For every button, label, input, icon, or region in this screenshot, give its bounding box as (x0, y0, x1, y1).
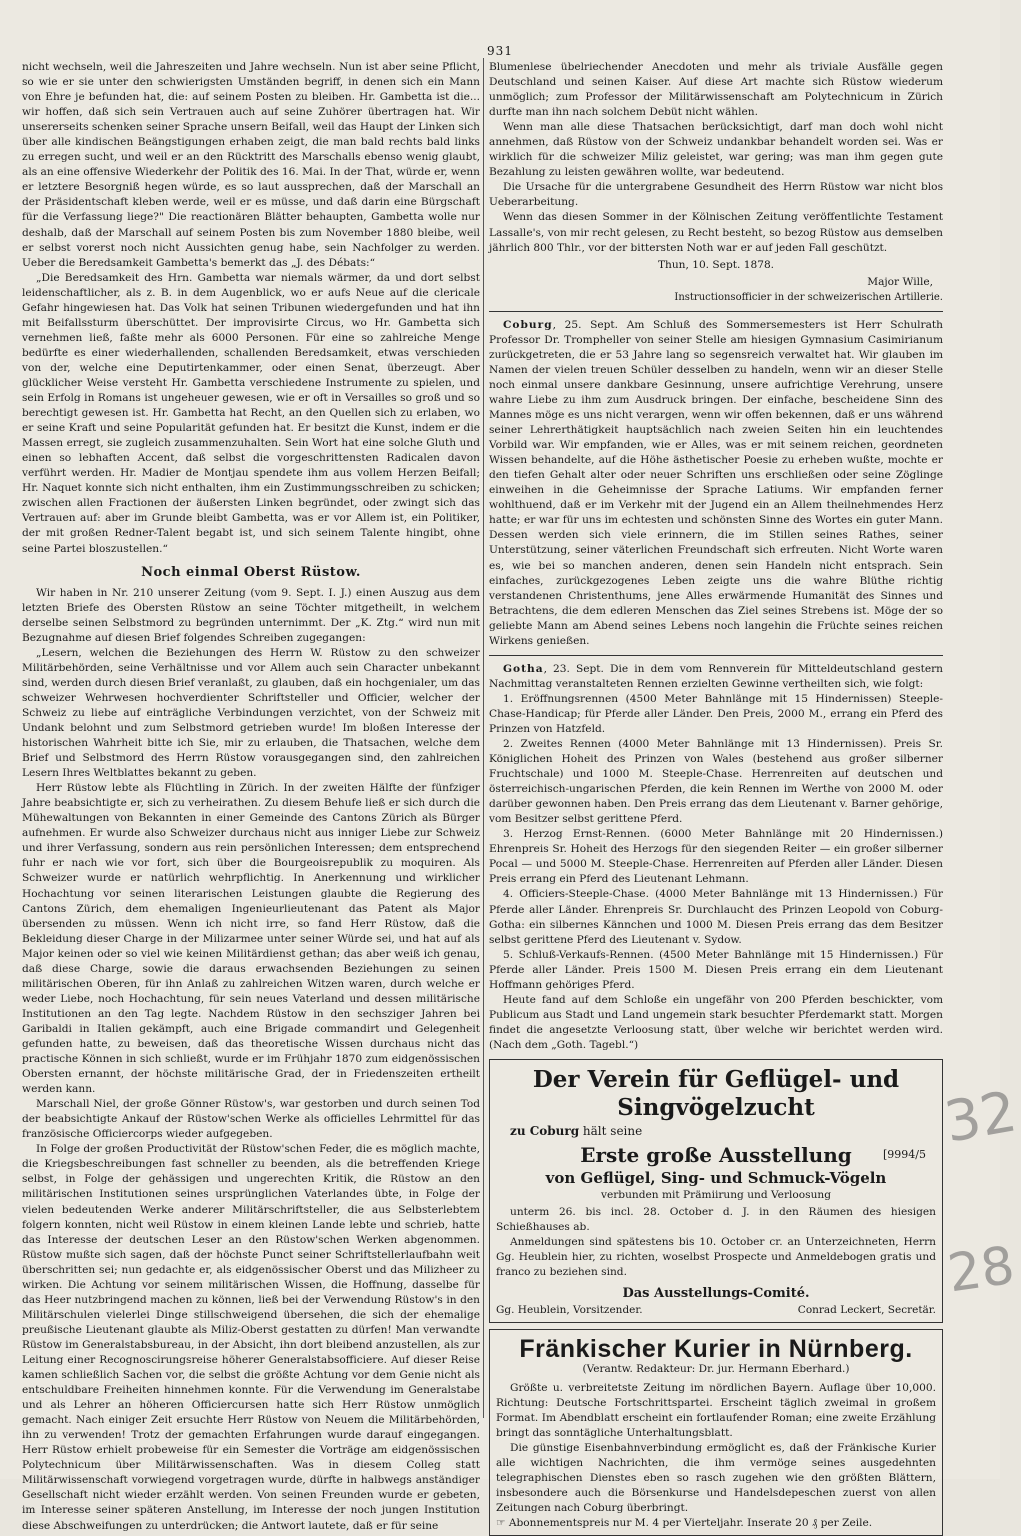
ad-text: ☞ Abonnementspreis nur M. 4 per Vierteljahr. Inserate 20 ₰ per Zeile. (496, 1516, 873, 1529)
article-paragraph: Die Ursache für die untergrabene Gesundheit des Herrn Rüstow war nicht blos Ueberarbeitung. (489, 181, 943, 209)
article-paragraph: In Folge der großen Productivität der Rüstow'schen Feder, die es möglich machte, die Kriegsbeschreibungen fast schneller zu beenden, als die betreffenden Kriege selbst, in Folge der gehässigen und ungerechten Kritik, die Rüstow an den militärischen Institutionen seines ursprünglichen Vaterlandes übte, in Folge der vielen bedeutenden Werke anderer Militärschriftsteller, die aus Selbsterlebtem folgern konnten, nicht weil Rüstow in einem kleinen Lande lebte und schrieb, hatte das Interesse der deutschen Leser an den Rüstow'schen Werken abgenommen. Rüstow mußte sich sagen, daß der höchste Punct seiner Schriftstellerlaufbahn weit überschritten sei; nun gedachte er, als eidgenössischer Oberst und das Milizheer zu wirken. Die Achtung vor seinem militärischen Wissen, die Hoffnung, dasselbe für das Heer nutzbringend machen zu können, ließ bei der Verwendung Rüstow's in den Militärschulen vielerlei Dinge stillschweigend übersehen, die sich der ehemalige preußische Lieutenant glaubte als Miliz-Oberst gestatten zu dürfen! Man verwandte Rüstow im Generalstabsbureau, in der Absicht, ihn dort bleibend anzustellen, als zur Leitung einer Recognoscirungsreise höherer Generalstabsofficiere. Auf dieser Reise kamen schließlich Sachen vor, die selbst die größte Achtung vor dem Genie nicht als entschuldbare Freiheiten hinnehmen konnte. Für die Verwendung im Generalstabe und als Lehrer an höheren Officiercursen hatte sich Herr Rüstow unmöglich gemacht. Nach einiger Zeit ersuchte Herr Rüstow von Neuem die Militärbehörden, ihn zu verwenden! Trotz der gemachten Erfahrungen wurde darauf eingegangen. Herr Rüstow erhielt probeweise für ein Semester die Vorträge am eidgenössischen Polytechnicum über Militärwissenschaften. Was in diesem Colleg statt Militärwissenschaft vorwiegend vorgetragen wurde, dürfte in halbwegs anständiger Gesellschaft nicht wieder erzählt werden. Von seinen Freunden wurde er gebeten, im Interesse seiner späteren Anstellung, im Interesse der noch jungen Institution diese Abschweifungen zu unterdrücken; die Antwort lautete, daß er für seine (22, 1143, 480, 1532)
letter-signature: Major Wille, (867, 275, 933, 288)
ad-subtitle (496, 1124, 936, 1139)
ad-text: Die günstige Eisenbahnverbindung ermöglicht es, daß der Fränkische Kurier alle wichtigen Nachrichten, die ihm vermöge seines ausgedehnten telegraphischen Dienstes eben so rasch zugehen wie den größten Blättern, insbesondere auch die Börsenkurse und Handelsdepeschen zuerst von allen Zeitungen nach Coburg überbringt. (496, 1441, 936, 1514)
ad-committee: Das Ausstellungs-Comité. (622, 1286, 810, 1302)
ad-code: [9994/5 (883, 1148, 926, 1162)
page-number: 931 (487, 44, 513, 58)
letter-date: Thun, 10. Sept. 1878. (657, 258, 775, 271)
article-paragraph: Wenn man alle diese Thatsachen berücksichtigt, darf man doch wohl nicht annehmen, daß Rüstow von der Schweiz undankbar behandelt worden sei. Was er wirklich für die schweizer Miliz geleistet, war gering; was man ihm gegen gute Bezahlung zu leisten gewähren wollte, war bedeutend. (489, 121, 943, 179)
race-item: 5. Schluß-Verkaufs-Rennen. (4500 Meter Bahnlänge mit 15 Hindernissen.) Für Pferde aller Länder. Preis 1500 M. Diesen Preis errang ein dem Lieutenant Hoffmann gehöriges Pferd. (489, 948, 943, 991)
coburg-report (489, 318, 943, 649)
ad-names (496, 1303, 936, 1318)
left-column (22, 60, 480, 1532)
article-paragraph: „Lesern, welchen die Beziehungen des Herrn W. Rüstow zu den schweizer Militärbehörden, seine Verhältnisse und vor Allem auch sein Character unbekannt sind, werden durch diesen Brief veranlaßt, zu glauben, daß ein hochgenialer, um das schweizer Wehrwesen hochverdienter Schriftsteller und Officier, welcher der Schweiz zu liebe auf einträgliche Verbindungen verzichtet, von der Schweiz mit Undank belohnt und zum Selbstmord getrieben wurde! Im bloßen Interesse der historischen Wahrheit bitte ich Sie, mir zu erlauben, die Thatsachen, welche dem Brief und Selbstmord des Herrn Rüstow vorausgegangen sind, den zahlreichen Lesern Ihres Weltblattes bekannt zu geben. (22, 646, 480, 780)
right-column (489, 60, 943, 1529)
ad-line: von Geflügel, Sing- und Schmuck-Vögeln (545, 1169, 887, 1188)
ad-subtitle-suffix: hält seine (579, 1124, 643, 1138)
separator-line (489, 311, 943, 312)
ad-text: Anmeldungen sind spätestens bis 10. October cr. an Unterzeichneten, Herrn Gg. Heublein hier, zu richten, woselbst Prospecte und Anmeldebogen gratis und franco zu beziehen sind. (496, 1236, 936, 1279)
ad-title: Der Verein für Geflügel- und Singvögelzucht (532, 1066, 900, 1121)
dateline: Gotha (503, 662, 544, 675)
ad-main-row (496, 1143, 936, 1167)
report-text: , 25. Sept. Am Schluß des Sommersemesters ist Herr Schulrath Professor Dr. Trompheller von seiner Stelle am hiesigen Gymnasium Casimirianum zurückgetreten, die er 53 Jahre lang so segensreich verwaltet hat. Wir glauben im Namen der vielen treuen Schüler desselben zu handeln, wenn wir an dieser Stelle noch einmal unsere dankbare Gesinnung, unsere aufrichtige Verehrung, unsere wahre Liebe zu ihm zum Ausdruck bringen. Der einfache, bescheidene Sinn des Mannes möge es uns nicht verargen, wenn wir offen bekennen, daß er uns während seiner Lehrerthätigkeit hauptsächlich nach zweien Seiten hin ein leuchtendes Vorbild war. Wir empfanden, wie er Alles, was er mit seinem reichen, geordneten Wissen behandelte, auf die Höhe ästhetischer Poesie zu erheben wußte, mochte er den tiefen Gehalt alter oder neuer Schriften uns erschließen oder seine Zöglinge einweihen in die Geheimnisse der Sprache Latiums. Wir empfanden ferner wohlthuend, daß er im Verkehr mit der Jugend ein an Allem theilnehmendes Herz hatte; er war für uns im echtesten und schönsten Sinne des Wortes ein guter Mann. Dessen werden sich viele erinnern, die im Stillen seines Rathes, seiner Unterstützung, seiner väterlichen Freundschaft sich erfreuten. Nicht Worte waren es, wie bei so manchen anderen, denen sein Handeln nicht entsprach. Sein einfaches, zurückgezogenes Leben zeigte uns die wahre Blüthe richtig verstandenen Christenthums, jene Alles erwärmende Humanität des Sinnes und Betrachtens, die dem edleren Menschen das Ziel seines Strebens ist. Möge der so geliebte Mann am Abend seines Lebens noch langehin die Früchte seines reichen Wirkens genießen. (489, 318, 943, 647)
ad-line: verbunden mit Prämiirung und Verloosung (600, 1189, 832, 1202)
race-results (489, 692, 943, 1053)
article-paragraph: Wenn das diesen Sommer in der Kölnischen Zeitung veröffentlichte Testament Lassalle's, von mir recht gelesen, zu Recht besteht, so bezog Rüstow aus demselben jährlich 800 Thlr., vor der bittersten Noth war er auf jeden Fall geschützt. (489, 211, 943, 254)
ad-text: unterm 26. bis incl. 28. October d. J. in den Räumen des hiesigen Schießhauses ab. (496, 1206, 936, 1234)
article-paragraph: nicht wechseln, weil die Jahreszeiten und Jahre wechseln. Nun ist aber seine Pflicht, so wie er sie unter den schwierigsten Umständen begriff, in denen sich ein Mann von Ehre je befunden hat, die: auf seinem Posten zu bleiben. Hr. Gambetta ist die... wir hoffen, daß sich sein Vertrauen auch auf seine Zuhörer übertragen hat. Wir unsererseits schenken seiner Sprache unsern Beifall, weil das Haupt der Linken sich über alle kindischen Beängstigungen erhaben zeigt, die man bald rechts bald links zu erregen sucht, und weil er an den Rücktritt des Marschalls ebenso wenig glaubt, als an eine offensive Wiederkehr der Politik des 16. Mai. In der That, würde er, wenn er letztere Besorgniß hegen würde, es so laut aussprechen, daß der Marschall an der Präsidentschaft kleben werde, weil er es müsse, und daß darin eine Bürgschaft für die Verfassung liege?" Die reactionären Blätter behaupten, Gambetta wolle nur deshalb, daß der Marschall auf seinem Posten bis zum November 1880 bleibe, weil er selbst vorerst noch nicht Aussichten genug habe, sein Nachfolger zu werden. Ueber die Beredsamkeit Gambetta's bemerkt das „J. des Débats:“ (22, 61, 480, 269)
report-text: , 23. Sept. Die in dem vom Rennverein für Mitteldeutschland gestern Nachmittag veranstalteten Rennen erzielten Gewinne vertheilten sich, wie folgt: (489, 662, 943, 690)
letter-signature-title: Instructionsofficier in der schweizerischen Artillerie. (674, 291, 943, 303)
advertisement-poultry (489, 1059, 943, 1323)
column-divider (483, 58, 484, 1418)
article-heading: Noch einmal Oberst Rüstow. (141, 564, 361, 580)
ad-editor: (Verantw. Redakteur: Dr. jur. Hermann Eberhard.) (582, 1362, 850, 1375)
race-item: 4. Officiers-Steeple-Chase. (4000 Meter Bahnlänge mit 13 Hindernissen.) Für Pferde aller Länder. Ehrenpreis Sr. Durchlaucht des Prinzen Leopold von Coburg-Gotha: ein silbernes Kännchen und 1000 M. Diesen Preis errang das dem Besitzer selbst gerittene Pferd des Lieutenant v. Sydow. (489, 888, 943, 946)
ad-name: Gg. Heublein, Vorsitzender. (496, 1304, 643, 1317)
ad-main-heading: Erste große Ausstellung (580, 1143, 852, 1168)
article-paragraph: Marschall Niel, der große Gönner Rüstow's, war gestorben und durch seinen Tod der beabsichtigte Ankauf der Rüstow'schen Werke als officielles Lehrmittel für das französische Officiercorps wieder aufgegeben. (22, 1098, 480, 1141)
handwritten-mark: 32 (939, 1079, 1021, 1156)
article-paragraph: Blumenlese übelriechender Anecdoten und mehr als triviale Ausfälle gegen Deutschland und seinen Kaiser. Auf diese Art machte sich Rüstow wiederum unmöglich; zum Professor der Militärwissenschaft am Polytechnicum in Zürich durfte man ihn nach solchem Debüt nicht wählen. (489, 61, 943, 119)
gotha-report (489, 662, 943, 692)
race-item: 3. Herzog Ernst-Rennen. (6000 Meter Bahnlänge mit 20 Hindernissen.) Ehrenpreis Sr. Hoheit des Herzogs für den siegenden Reiter — ein großer silberner Pocal — und 5000 M. Steeple-Chase. Herrenreiten auf Pferden aller Länder. Diesen Preis errang ein Pferd des Lieutenant Lehmann. (489, 828, 943, 886)
ad-name: Conrad Leckert, Secretär. (797, 1304, 936, 1317)
separator-line (489, 655, 943, 656)
race-item: Heute fand auf dem Schloße ein ungefähr von 200 Pferden beschickter, vom Publicum aus Stadt und Land ungemein stark besuchter Pferdemarkt statt. Morgen findet die angesetzte Verloosung statt, über welche wir berichtet werden wird. (Nach dem „Goth. Tagebl.“) (489, 993, 943, 1051)
article-paragraph: Herr Rüstow lebte als Flüchtling in Zürich. In der zweiten Hälfte der fünfziger Jahre beabsichtigte er, sich zu verheirathen. Zu diesem Behufe ließ er sich durch die Mühewaltungen von Bekannten in einer Gemeinde des Cantons Zürich als Bürger aufnehmen. Er wurde also Schweizer durchaus nicht aus inniger Liebe zur Schweiz und ihrer Verfassung, sondern aus rein persönlichen Interessen; dem entsprechend fuhr er nach wie vor fort, sich über die Bourgeoisrepublik zu moquiren. Als Schweizer wurde er natürlich wehrpflichtig. In Anerkennung und wirklicher Hochachtung vor seinen literarischen Leistungen glaubte die Regierung des Cantons Zürich, dem ehemaligen Ingenieurlieutenant das Patent als Major übersenden zu müssen. Wenn ich nicht irre, so fand Herr Rüstow, daß die Bekleidung dieser Charge in der Milizarmee unter seiner Würde sei, und hat auf als Major keinen oder so viel wie keinen Militärdienst gethan; das aber weiß ich genau, daß diese Charge, sowie die daraus erwachsenden Beziehungen zu seinen militärischen Oberen, für ihn Anlaß zu zahlreichen Witzen waren, durch welche er weder Liebe, noch Hochachtung, für sein neues Vaterland und dessen militärische Institutionen an den Tag legte. Nachdem Rüstow in den sechsziger Jahren bei Garibaldi in Italien gekämpft, auch eine Brigade commandirt und Gelegenheit gefunden hatte, zu beweisen, daß das theoretische Wissen durchaus nicht das practische Können in sich schließt, wurde er im Frühjahr 1870 zum eidgenössischen Obersten ernannt, der höchste militärische Grad, der in Friedenszeiten ertheilt werden kann. (22, 782, 480, 1096)
article-paragraph: „Die Beredsamkeit des Hrn. Gambetta war niemals wärmer, da und dort selbst leidenschaftlicher, als z. B. in dem Augenblick, wo er aufs Neue auf die clericale Gefahr hingewiesen hat. Das Volk hat seinen Tribunen wiedergefunden und hat ihn mit Beifallssturm überschüttet. Der improvisirte Circus, wo Hr. Gambetta sich vernehmen ließ, faßte mehr als 6000 Personen. Für eine so zahlreiche Menge bedürfte es einer wiederhallenden, schallenden Beredsamkeit, etwas verschieden von der, welche eine Deputirtenkammer, oder einen Senat, überzeugt. Aber glücklicher Weise versteht Hr. Gambetta verschiedene Instrumente zu spielen, und sein Erfolg in Romans ist ungeheuer gewesen, wie er oft in Versailles so groß und so berechtigt gewesen ist. Hr. Gambetta hat Recht, an den Quellen sich zu erlaben, wo er seine Kraft und seine Popularität gefunden hat. Er besitzt die Kunst, indem er die Massen erregt, sie zugleich zusammenzuhalten. Sein Wort hat eine solche Gluth und einen so lebhaften Accent, daß selbst die vorgeschrittensten Radicalen davon verführt werden. Hr. Madier de Montjau spendete ihm aus vollem Herzen Beifall; Hr. Naquet konnte sich nicht enthalten, ihm ein Zustimmungsschreiben zu schicken; zwischen allen Fractionen der äußersten Linken begründet, oder zwingt sich das Vertrauen auf: aber im Grunde bleibt Gambetta, was er vor Allem ist, ein Politiker, der mit großen Redner-Talent begabt ist, und sich seinem Talente hingibt, ohne seine Partei bloszustellen.“ (22, 271, 480, 555)
ad-title: Fränkischer Kurier in Nürnberg. (519, 1335, 913, 1364)
ad-text: Größte u. verbreitetste Zeitung im nördlichen Bayern. Auflage über 10,000. Richtung: Deutsche Fortschrittspartei. Erscheint täglich zweimal in großem Format. Im Abendblatt erscheint ein fortlaufender Roman; eine zweite Erzählung bringt das sonntägliche Unterhaltungsblatt. (496, 1381, 936, 1439)
article-paragraph: Wir haben in Nr. 210 unserer Zeitung (vom 9. Sept. I. J.) einen Auszug aus dem letzten Briefe des Obersten Rüstow an seine Töchter mitgetheilt, in welchem derselbe seinen Selbstmord zu begründen unternimmt. Der „K. Ztg.“ wird nun mit Bezugnahme auf diesen Brief folgendes Schreiben zugegangen: (22, 586, 480, 644)
race-item: 2. Zweites Rennen (4000 Meter Bahnlänge mit 13 Hindernissen). Preis Sr. Königlichen Hoheit des Prinzen von Wales (bestehend aus großer silberner Fruchtschale) und 1000 M. Steeple-Chase. Herrenreiten auf deutschen und österreichisch-ungarischen Pferden, die kein Rennen im Werthe von 2000 M. oder darüber gewonnen haben. Den Preis errang das dem Lieutenant v. Barner gehörige, vom Besitzer selbst gerittene Pferd. (489, 738, 943, 826)
dateline: Coburg (503, 318, 553, 331)
race-item: 1. Eröffnungsrennen (4500 Meter Bahnlänge mit 15 Hindernissen) Steeple-Chase-Handicap; für Pferde aller Länder. Den Preis, 2000 M., errang ein Pferd des Prinzen von Hatzfeld. (489, 692, 943, 735)
ad-subtitle-prefix: zu Coburg (510, 1124, 580, 1138)
handwritten-mark: 28 (944, 1235, 1019, 1305)
advertisement-kurier (489, 1329, 943, 1536)
